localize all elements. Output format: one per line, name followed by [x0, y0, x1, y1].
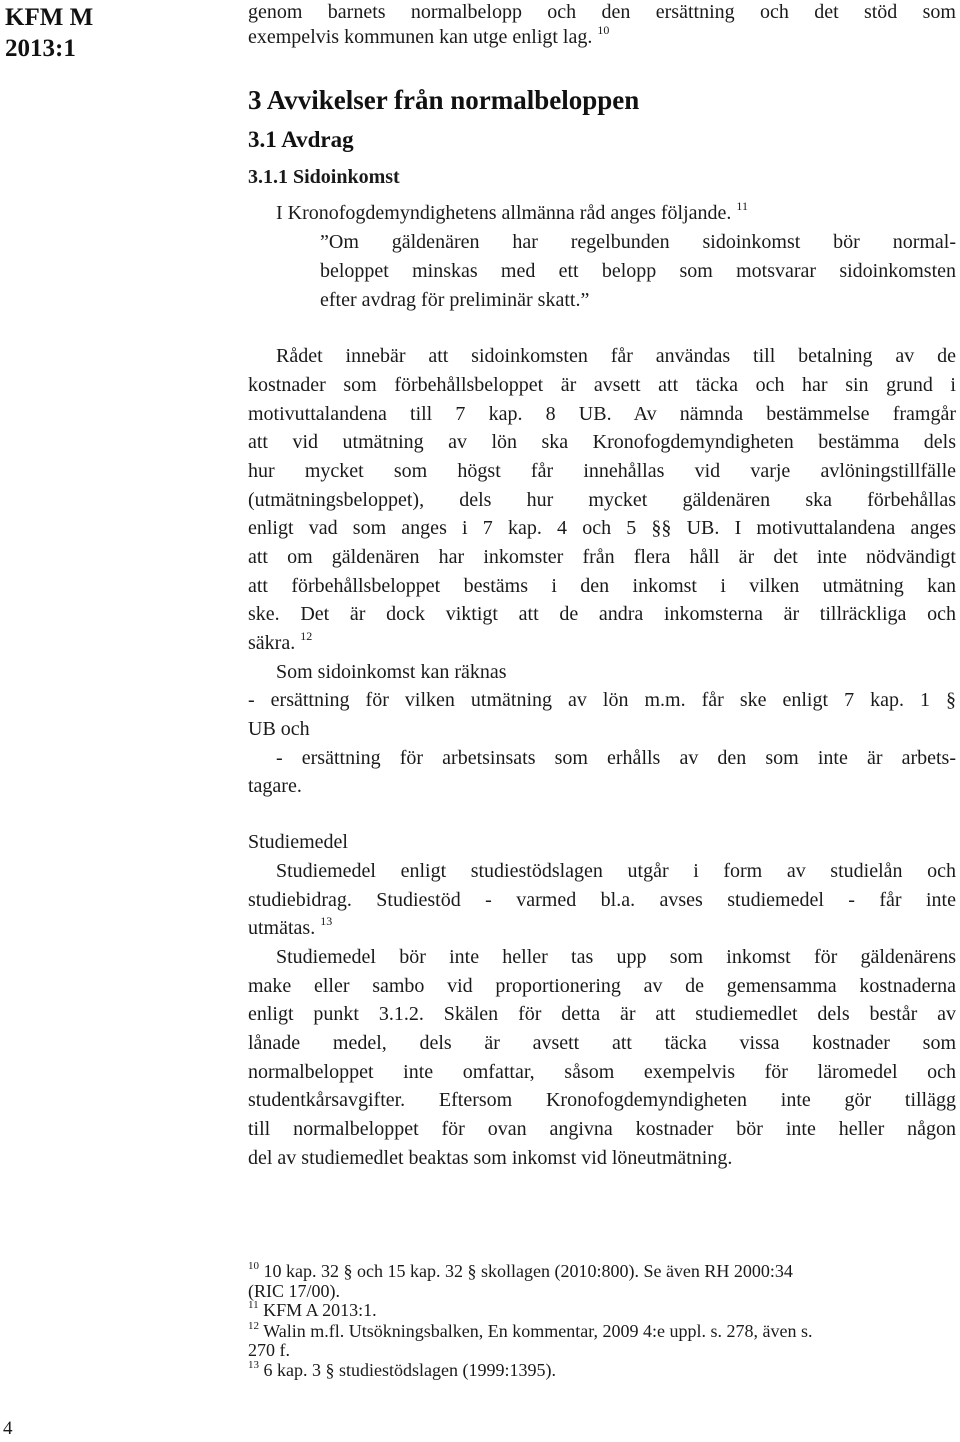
body-line: Rådet innebär att sidoinkomsten får användas till betalning av de	[276, 345, 956, 367]
body-line: del av studiemedlet beaktas som inkomst vid löneutmätning.	[248, 1147, 733, 1169]
list-item-continuation: tagare.	[248, 775, 302, 797]
document-number: 2013:1	[5, 35, 76, 62]
studiemedel-heading: Studiemedel	[248, 831, 348, 853]
body-line: make eller sambo vid proportionering av de gemensamma kostnaderna	[248, 975, 956, 997]
body-line: lånade medel, dels är avsett att täcka vissa kostnader som	[248, 1032, 956, 1054]
body-line: till normalbeloppet för ovan angivna kostnader bör inte heller någon	[248, 1118, 956, 1140]
quote-line: beloppet minskas med ett belopp som motsvarar sidoinkomsten	[320, 260, 956, 282]
body-line: normalbeloppet inte omfattar, såsom exempelvis för läromedel och	[248, 1061, 956, 1083]
body-line: studentkårsavgifter. Eftersom Kronofogdemyndigheten inte gör tillägg	[248, 1089, 956, 1111]
body-line: att vid utmätning av lön ska Kronofogdemyndigheten bestämma dels	[248, 431, 956, 453]
document-series: KFM M	[5, 4, 94, 31]
subsubsection-heading: 3.1.1 Sidoinkomst	[248, 166, 400, 188]
footnote-ref[interactable]: 10	[597, 23, 610, 37]
footnote-continuation: 270 f.	[248, 1340, 290, 1360]
body-line: hur mycket som högst får innehållas vid varje avlöningstillfälle	[248, 460, 956, 482]
list-item: - ersättning för vilken utmätning av lön m.m. får ske enligt 7 kap. 1 §	[248, 689, 956, 711]
footnote-ref[interactable]: 12	[300, 629, 313, 643]
quote-line: efter avdrag för preliminär skatt.”	[320, 289, 590, 311]
body-line: att om gäldenären har inkomster från flera håll är det inte nödvändigt	[248, 546, 956, 568]
intro-line: exempelvis kommunen kan utge enligt lag. $^{10}$	[248, 23, 610, 48]
body-line: Studiemedel bör inte heller tas upp som inkomst för gäldenärens	[276, 946, 956, 968]
body-line: kostnader som förbehållsbeloppet är avsett att täcka och har sin grund i	[248, 374, 956, 396]
body-line: enligt vad som anges i 7 kap. 4 och 5 §§ UB. I motivuttalandena anges	[248, 517, 956, 539]
body-line: enligt punkt 3.1.2. Skälen för detta är att studiemedlet dels består av	[248, 1003, 956, 1025]
footnote: $^{11}$ KFM A 2013:1.	[248, 1299, 377, 1320]
body-line: studiebidrag. Studiestöd - varmed bl.a. avses studiemedel - får inte	[248, 889, 956, 911]
footnote-continuation: (RIC 17/00).	[248, 1281, 340, 1301]
list-item: - ersättning för arbetsinsats som erhålls av den som inte är arbets-	[276, 747, 956, 769]
body-line: (utmätningsbeloppet), dels hur mycket gäldenären ska förbehållas	[248, 489, 956, 511]
intro-line: genom barnets normalbelopp och den ersättning och det stöd som	[248, 1, 956, 23]
list-item-continuation: UB och	[248, 718, 310, 740]
body-line: Studiemedel enligt studiestödslagen utgår i form av studielån och	[276, 860, 956, 882]
subsection-heading: 3.1 Avdrag	[248, 127, 354, 152]
body-line: säkra. $^{12}$	[248, 629, 313, 654]
footnote-ref[interactable]: 11	[736, 199, 748, 213]
document-id-header	[5, 2, 125, 64]
body-line: att förbehållsbeloppet bestäms i den inkomst i vilken utmätning kan	[248, 575, 956, 597]
advice-lead: I Kronofogdemyndighetens allmänna råd anges följande. $^{11}$	[276, 199, 748, 224]
body-line: utmätas. $^{13}$	[248, 914, 333, 939]
page-number: 4	[3, 1418, 13, 1439]
body-line: Som sidoinkomst kan räknas	[276, 661, 507, 683]
body-line: ske. Det är dock viktigt att de andra inkomsterna är tillräckliga och	[248, 603, 956, 625]
section-heading: 3 Avvikelser från normalbeloppen	[248, 85, 640, 115]
footnote: $^{13}$ 6 kap. 3 § studiestödslagen (1999:1395).	[248, 1359, 556, 1380]
footnote: $^{10}$ 10 kap. 32 § och 15 kap. 32 § skollagen (2010:800). Se även RH 2000:34	[248, 1260, 793, 1281]
body-line: motivuttalandena till 7 kap. 8 UB. Av nämnda bestämmelse framgår	[248, 403, 956, 425]
footnote-ref[interactable]: 13	[320, 914, 333, 928]
quote-line: ”Om gäldenären har regelbunden sidoinkomst bör normal-	[320, 231, 956, 253]
footnote: $^{12}$ Walin m.fl. Utsökningsbalken, En kommentar, 2009 4:e uppl. s. 278, även s.	[248, 1320, 813, 1341]
